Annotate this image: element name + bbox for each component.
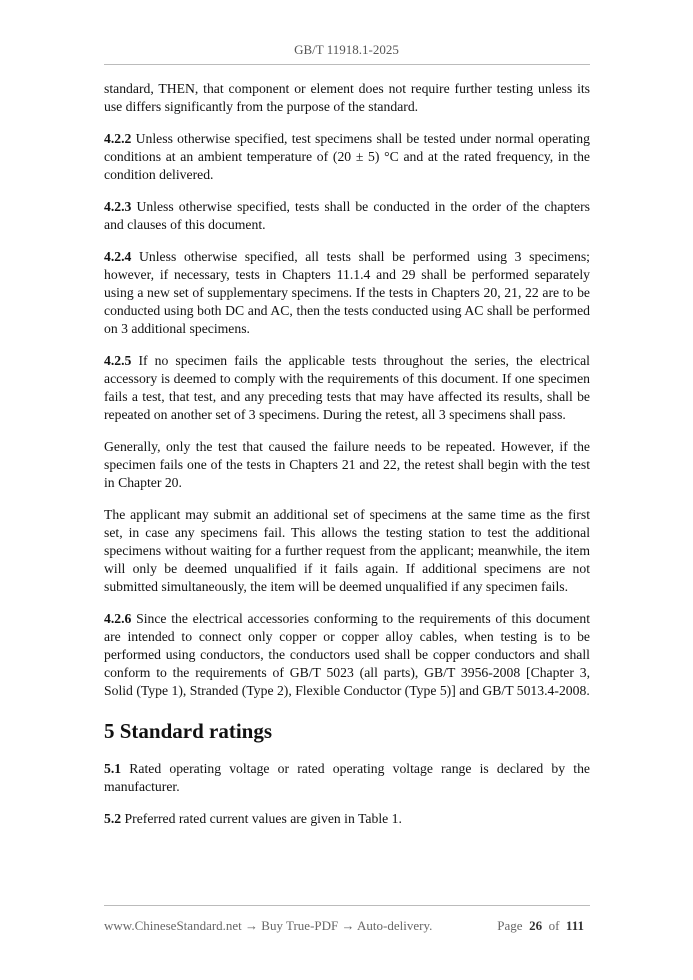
clause-4-2-2 [104,130,590,184]
clause-text: Unless otherwise specified, tests shall be conducted in the order of the chapters and clauses of this document. [104,199,590,232]
clause-number: 5.2 [104,811,122,826]
of-label: of [548,918,560,933]
paragraph-text: Generally, only the test that caused the failure needs to be repeated. However, if the specimen fails one of the tests in Chapters 21 and 22, the retest shall begin with the test in Chapter 20. [104,439,590,490]
clause-text: Preferred rated current values are given in Table 1. [121,811,402,826]
paragraph-retest [104,438,590,492]
footer-rule [104,905,590,906]
total-pages: 111 [565,918,584,933]
paragraph-continued [104,80,590,116]
clause-number: 4.2.6 [104,611,132,626]
clause-number: 4.2.3 [104,199,132,214]
clause-number: 5.1 [104,761,122,776]
clause-4-2-3 [104,198,590,234]
header-rule [104,64,590,65]
page-label: Page [497,918,523,933]
clause-5-2 [104,810,590,828]
footer-link[interactable]: www.ChineseStandard.net → Buy True-PDF → Auto-delivery. [104,918,433,933]
clause-4-2-4 [104,248,590,338]
section-heading: 5 Standard ratings [104,719,273,743]
paragraph-text: The applicant may submit an additional set of specimens at the same time as the first set, in case any specimens fail. This allows the testing station to test the additional specimens without waiting for a further request from the applicant; meanwhile, the item will only be deemed unqualified if it fails again. If additional specimens are not submitted simultaneously, the item will be deemed unqualified if any specimen fails. [104,507,590,594]
clause-number: 4.2.2 [104,131,132,146]
clause-text: Since the electrical accessories conforming to the requirements of this document are intended to connect only copper or copper alloy cables, when testing is to be performed using conductors, the conductors used shall be copper conductors and shall conform to the requirements of GB/T 5023 (all parts), GB/T 3956-2008 [Chapter 3, Solid (Type 1), Stranded (Type 2), Flexible Conductor (Type 5)] and GB/T 5013.4-2008. [104,611,590,698]
clause-4-2-6 [104,610,590,700]
clause-number: 4.2.5 [104,353,132,368]
paragraph-text: standard, THEN, that component or element does not require further testing unless its use differs significantly from the purpose of the standard. [104,81,590,114]
paragraph-additional-specimens [104,506,590,596]
clause-text: If no specimen fails the applicable tests throughout the series, the electrical accessory is deemed to comply with the requirements of this document. If one specimen fails a test, that test, and any preceding tests that may have affected its results, shall be repeated on another set of 3 specimens. During the retest, all 3 specimens shall pass. [104,353,590,422]
clause-number: 4.2.4 [104,249,132,264]
clause-5-1 [104,760,590,796]
clause-text: Rated operating voltage or rated operating voltage range is declared by the manufacturer. [104,761,590,794]
current-page: 26 [529,918,543,933]
document-body [104,80,590,842]
clause-text: Unless otherwise specified, all tests shall be performed using 3 specimens; however, if necessary, tests in Chapters 11.1.4 and 29 shall be performed separately using a new set of supplementary specimens. If the tests in Chapters 20, 21, 22 are to be conducted using both DC and AC, then the tests conducted using AC shall be performed on 3 additional specimens. [104,249,590,336]
clause-text: Unless otherwise specified, test specimens shall be tested under normal operating conditions at an ambient temperature of (20 ± 5) °C and at the rated frequency, in the condition delivered. [104,131,590,182]
clause-4-2-5 [104,352,590,424]
page-number [497,918,584,934]
running-header: GB/T 11918.1-2025 [294,42,399,57]
